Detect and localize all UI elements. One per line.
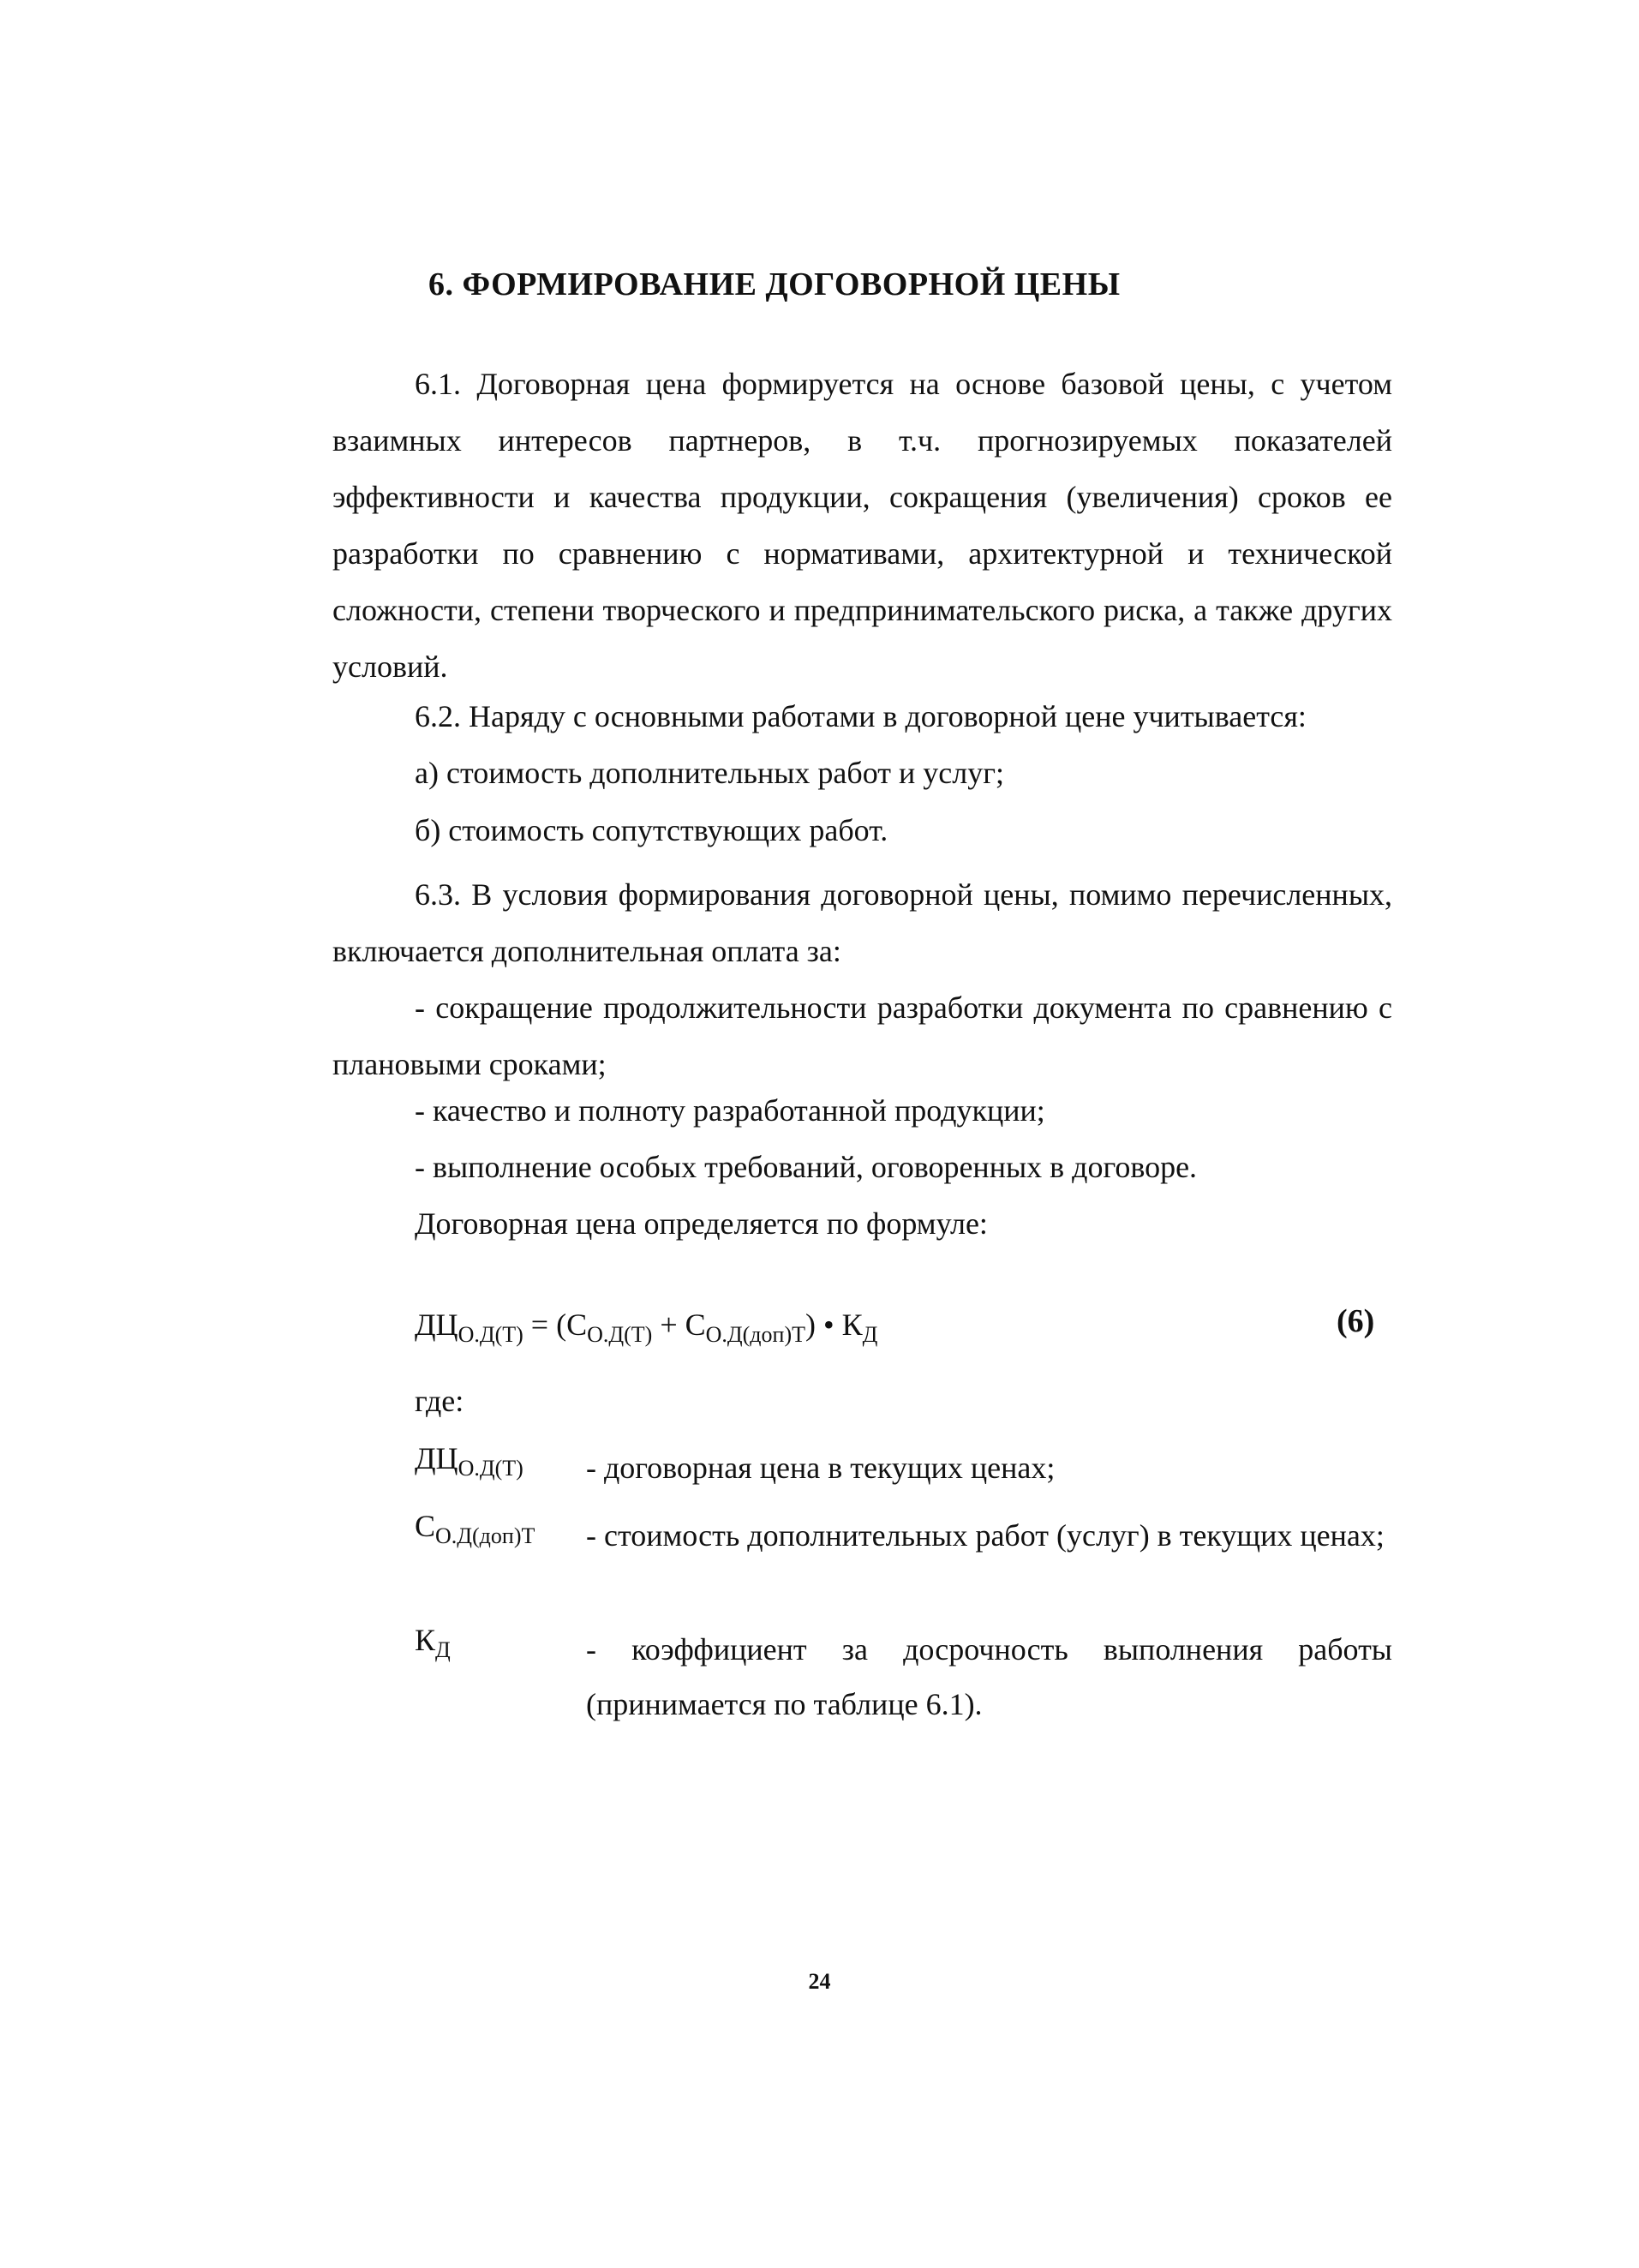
formula-term-1: С: [566, 1308, 588, 1342]
page-number: 24: [808, 1969, 831, 1994]
definition-symbol: $С_{О.Д(доп)Т}$: [415, 1509, 535, 1548]
bullet-item-3: - выполнение особых требований, оговоренных в договоре.: [415, 1150, 1198, 1184]
definition-description: - стоимость дополнительных работ (услуг) в текущих ценах;: [586, 1518, 1385, 1553]
definition-description: - коэффициент за досрочность выполнения работы (принимается по таблице 6.1).: [586, 1632, 1392, 1721]
paragraph-6-1: 6.1. Договорная цена формируется на основе базовой цены, с учетом взаимных интересов партнеров, в т.ч. прогнозируемых показателей эффективности и качества продукции, сокращения (увеличения) сроков ее разработки по сравнению с нормативами, архитектурной и технической сложности, степени творческого и предпринимательского риска, а также других условий.: [332, 367, 1392, 684]
formula-term-2-subscript: О.Д(доп)Т: [705, 1322, 805, 1347]
paragraph-6-3: 6.3. В условия формирования договорной цены, помимо перечисленных, включается дополнительная оплата за:: [332, 877, 1392, 968]
paragraph-6-2: 6.2. Наряду с основными работами в договорной цене учитывается:: [415, 699, 1307, 733]
formula: [415, 1307, 877, 1348]
definition-symbol: $К_Д$: [415, 1623, 451, 1662]
list-item-a: а) стоимость дополнительных работ и услуг;: [415, 756, 1004, 790]
formula-term-1-subscript: О.Д(Т): [587, 1322, 653, 1347]
bullet-item-2: - качество и полноту разработанной продукции;: [415, 1093, 1045, 1128]
formula-coefficient: К: [841, 1308, 863, 1342]
formula-plus: +: [652, 1308, 685, 1342]
definition-description: - договорная цена в текущих ценах;: [586, 1451, 1056, 1485]
formula-term-2: С: [685, 1308, 706, 1342]
formula-coefficient-subscript: Д: [862, 1322, 878, 1347]
formula-times: ) •: [805, 1308, 842, 1342]
bullet-item-1: - сокращение продолжительности разработки документа по сравнению с плановыми сроками;: [332, 990, 1392, 1081]
formula-equals: = (: [523, 1308, 567, 1342]
where-label: где:: [415, 1384, 464, 1418]
formula-number: (6): [1337, 1303, 1375, 1339]
formula-lhs: ДЦ: [415, 1308, 458, 1342]
formula-intro: Договорная цена определяется по формуле:: [415, 1206, 988, 1241]
definition-symbol: $ДЦ_{О.Д(Т)}$: [415, 1441, 523, 1481]
formula-lhs-subscript: О.Д(Т): [458, 1322, 523, 1347]
section-heading: 6. ФОРМИРОВАНИЕ ДОГОВОРНОЙ ЦЕНЫ: [428, 266, 1121, 302]
list-item-b: б) стоимость сопутствующих работ.: [415, 813, 888, 847]
